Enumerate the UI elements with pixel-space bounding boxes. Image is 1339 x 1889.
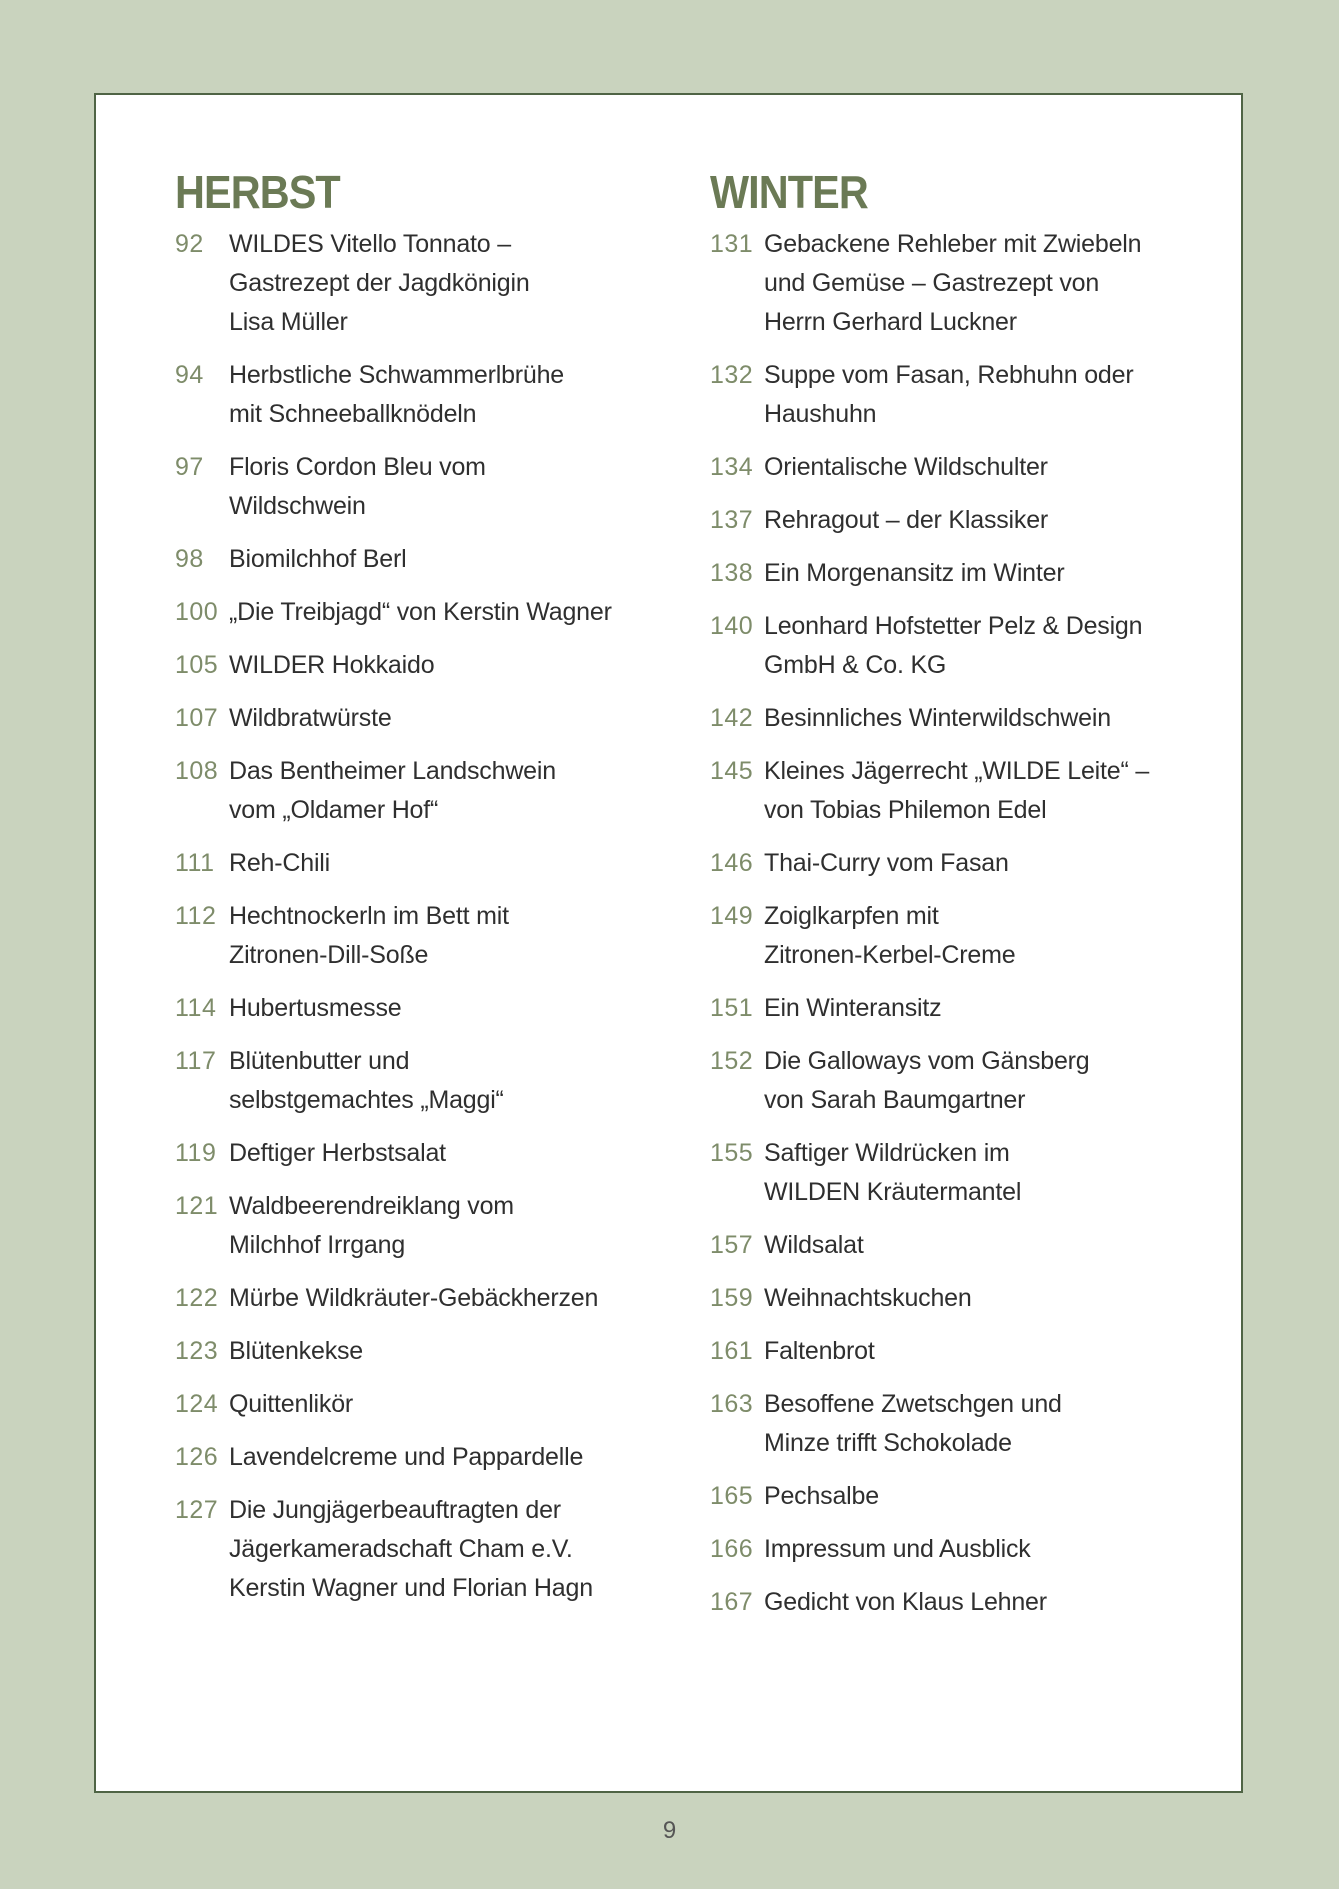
toc-entry-title: Mürbe Wildkräuter-Gebäckherzen — [229, 1284, 599, 1312]
toc-entry — [175, 356, 675, 434]
toc-entry — [710, 1583, 1230, 1622]
winter-entry-list — [710, 225, 1230, 1622]
toc-page-number: 98 — [175, 545, 204, 573]
toc-page-number: 166 — [710, 1535, 754, 1563]
toc-page-number: 145 — [710, 757, 754, 785]
toc-entry-title: Besinnliches Winterwildschwein — [764, 704, 1111, 732]
toc-entry-title: Saftiger Wildrücken im WILDEN Kräutermantel — [764, 1139, 1022, 1206]
toc-entry-title: Deftiger Herbstsalat — [229, 1139, 446, 1167]
page-frame — [94, 93, 1243, 1793]
toc-entry — [710, 501, 1230, 540]
toc-entry — [175, 448, 675, 526]
toc-entry-title: Die Jungjägerbeauftragten der Jägerkameradschaft Cham e.V. Kerstin Wagner und Florian Hagn — [229, 1496, 593, 1602]
toc-entry-title: „Die Treibjagd“ von Kerstin Wagner — [229, 598, 612, 626]
toc-page-number: 167 — [710, 1588, 754, 1616]
toc-page-number: 121 — [175, 1192, 219, 1220]
toc-page-number: 131 — [710, 230, 754, 258]
toc-entry-title: Thai-Curry vom Fasan — [764, 849, 1009, 877]
toc-page-number: 142 — [710, 704, 754, 732]
toc-entry-title: Suppe vom Fasan, Rebhuhn oder Haushuhn — [764, 361, 1134, 428]
toc-entry-title: Hechtnockerln im Bett mit Zitronen-Dill-Soße — [229, 902, 509, 969]
toc-page-number: 159 — [710, 1284, 754, 1312]
toc-page-number: 163 — [710, 1390, 754, 1418]
toc-entry-title: Waldbeerendreiklang vom Milchhof Irrgang — [229, 1192, 514, 1259]
toc-entry — [710, 1385, 1230, 1463]
toc-entry-title: Gedicht von Klaus Lehner — [764, 1588, 1047, 1616]
toc-entry-title: Orientalische Wildschulter — [764, 453, 1048, 481]
toc-page-number: 97 — [175, 453, 204, 481]
toc-entry-title: Impressum und Ausblick — [764, 1535, 1031, 1563]
toc-entry-title: Kleines Jägerrecht „WILDE Leite“ – von Tobias Philemon Edel — [764, 757, 1150, 824]
toc-entry-title: Zoiglkarpfen mit Zitronen-Kerbel-Creme — [764, 902, 1016, 969]
toc-entry-title: Faltenbrot — [764, 1337, 875, 1365]
toc-entry — [710, 844, 1230, 883]
toc-entry — [710, 1530, 1230, 1569]
toc-entry-title: Besoffene Zwetschgen und Minze trifft Schokolade — [764, 1390, 1062, 1457]
herbst-entry-list — [175, 225, 675, 1608]
toc-entry — [175, 225, 675, 342]
toc-entry-title: Pechsalbe — [764, 1482, 879, 1510]
toc-page-number: 92 — [175, 230, 204, 258]
toc-entry — [175, 1042, 675, 1120]
toc-page-number: 122 — [175, 1284, 219, 1312]
toc-entry — [710, 225, 1230, 342]
toc-entry — [175, 1438, 675, 1477]
toc-page-number: 134 — [710, 453, 754, 481]
toc-page-number: 126 — [175, 1443, 219, 1471]
toc-page-number: 149 — [710, 902, 754, 930]
toc-page-number: 94 — [175, 361, 204, 389]
toc-page-number: 165 — [710, 1482, 754, 1510]
toc-page-number: 152 — [710, 1047, 754, 1075]
toc-entry — [710, 1279, 1230, 1318]
toc-entry — [175, 1385, 675, 1424]
toc-entry-title: Blütenbutter und selbstgemachtes „Maggi“ — [229, 1047, 504, 1114]
toc-page-number: 127 — [175, 1496, 219, 1524]
toc-entry-title: Quittenlikör — [229, 1390, 354, 1418]
toc-entry — [710, 448, 1230, 487]
toc-page-number: 137 — [710, 506, 754, 534]
toc-entry-title: Weihnachtskuchen — [764, 1284, 972, 1312]
toc-entry-title: WILDES Vitello Tonnato – Gastrezept der Jagdkönigin Lisa Müller — [229, 230, 530, 336]
toc-entry — [175, 593, 675, 632]
toc-entry — [710, 1226, 1230, 1265]
toc-entry — [175, 1332, 675, 1371]
herbst-section — [175, 167, 675, 1622]
toc-entry — [710, 607, 1230, 685]
toc-entry — [175, 1134, 675, 1173]
toc-page-number: 155 — [710, 1139, 754, 1167]
toc-entry — [710, 752, 1230, 830]
toc-entry-title: Biomilchhof Berl — [229, 545, 407, 573]
toc-entry — [175, 699, 675, 738]
toc-entry-title: Herbstliche Schwammerlbrühe mit Schneeballknödeln — [229, 361, 565, 428]
toc-page-number: 151 — [710, 994, 754, 1022]
toc-entry — [175, 752, 675, 830]
toc-page-number: 138 — [710, 559, 754, 587]
toc-page-number: 161 — [710, 1337, 754, 1365]
toc-entry-title: Blütenkekse — [229, 1337, 363, 1365]
toc-entry — [710, 554, 1230, 593]
toc-entry-title: Rehragout – der Klassiker — [764, 506, 1049, 534]
toc-entry-title: Die Galloways vom Gänsberg von Sarah Baumgartner — [764, 1047, 1090, 1114]
toc-entry — [710, 699, 1230, 738]
toc-entry-title: Das Bentheimer Landschwein vom „Oldamer Hof“ — [229, 757, 556, 824]
toc-entry — [710, 1477, 1230, 1516]
toc-page-number: 100 — [175, 598, 219, 626]
toc-page-number: 111 — [175, 849, 215, 877]
herbst-heading: HERBST — [175, 166, 340, 218]
toc-entry — [710, 989, 1230, 1028]
toc-page-number: 146 — [710, 849, 754, 877]
toc-entry-title: Leonhard Hofstetter Pelz & Design GmbH & Co. KG — [764, 612, 1143, 679]
toc-entry — [175, 1491, 675, 1608]
toc-entry — [175, 844, 675, 883]
toc-entry-title: Hubertusmesse — [229, 994, 402, 1022]
toc-entry-title: Ein Morgenansitz im Winter — [764, 559, 1065, 587]
toc-entry-title: Gebackene Rehleber mit Zwiebeln und Gemüse – Gastrezept von Herrn Gerhard Luckner — [764, 230, 1142, 336]
toc-page-number: 117 — [175, 1047, 217, 1075]
toc-page-number: 107 — [175, 704, 219, 732]
toc-entry — [710, 1042, 1230, 1120]
toc-entry-title: Lavendelcreme und Pappardelle — [229, 1443, 584, 1471]
toc-page-number: 119 — [175, 1139, 217, 1167]
toc-entry — [175, 1279, 675, 1318]
toc-entry — [175, 989, 675, 1028]
toc-entry-title: Wildbratwürste — [229, 704, 392, 732]
toc-page-number: 140 — [710, 612, 754, 640]
winter-section — [710, 167, 1230, 1636]
toc-entry — [710, 897, 1230, 975]
toc-page-number: 132 — [710, 361, 754, 389]
toc-entry-title: WILDER Hokkaido — [229, 651, 435, 679]
winter-heading: WINTER — [710, 166, 868, 218]
toc-entry — [710, 1332, 1230, 1371]
toc-page-number: 123 — [175, 1337, 219, 1365]
toc-entry — [175, 897, 675, 975]
toc-entry — [710, 356, 1230, 434]
toc-entry-title: Ein Winteransitz — [764, 994, 942, 1022]
toc-page-number: 114 — [175, 994, 217, 1022]
toc-entry — [175, 1187, 675, 1265]
toc-entry — [175, 540, 675, 579]
toc-page-number: 124 — [175, 1390, 219, 1418]
toc-entry — [175, 646, 675, 685]
toc-page-number: 105 — [175, 651, 219, 679]
toc-entry-title: Reh-Chili — [229, 849, 331, 877]
toc-page-number: 112 — [175, 902, 217, 930]
toc-page-number: 108 — [175, 757, 219, 785]
toc-entry-title: Floris Cordon Bleu vom Wildschwein — [229, 453, 486, 520]
toc-entry — [710, 1134, 1230, 1212]
toc-page-number: 157 — [710, 1231, 754, 1259]
page-number: 9 — [662, 1817, 677, 1844]
toc-entry-title: Wildsalat — [764, 1231, 864, 1259]
